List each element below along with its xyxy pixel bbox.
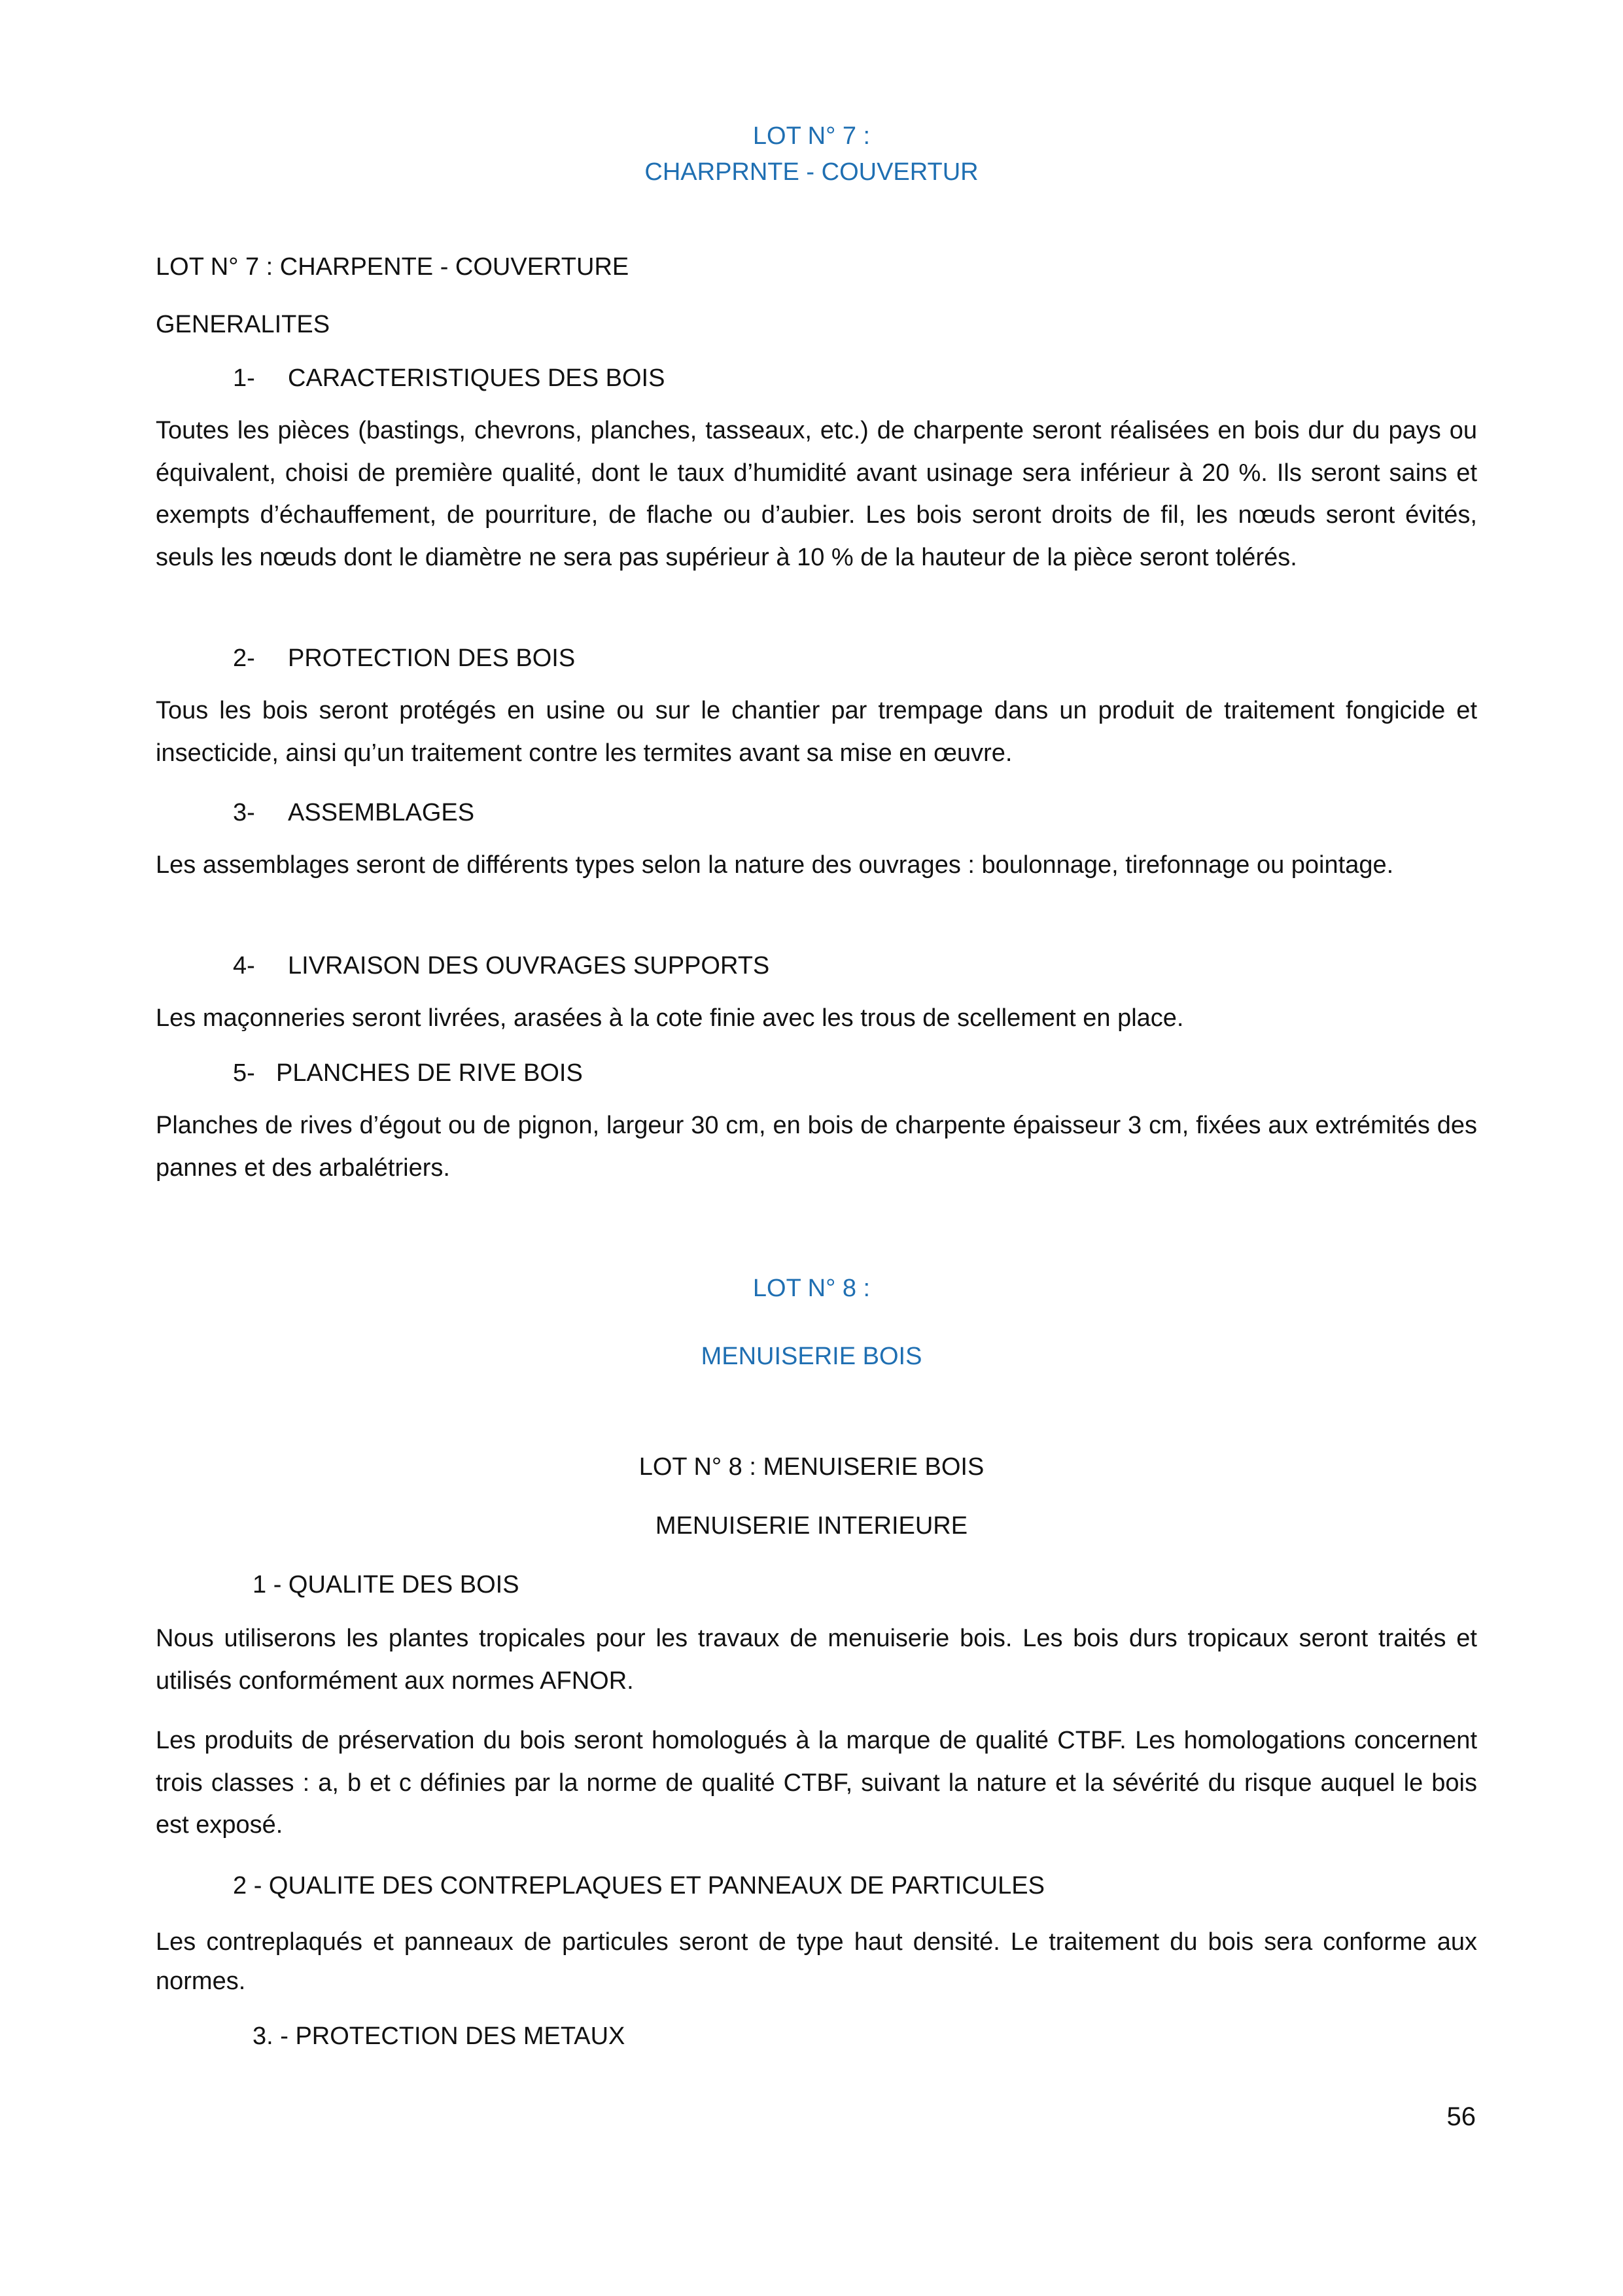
section-number: 3- bbox=[233, 799, 255, 826]
section-number: 2- bbox=[233, 645, 255, 672]
section-title: ASSEMBLAGES bbox=[288, 799, 475, 826]
lot8-subheading: MENUISERIE INTERIEURE bbox=[655, 1512, 968, 1540]
lot7-section-3-heading bbox=[233, 793, 474, 832]
lot7-section-1-heading bbox=[233, 359, 665, 398]
lot7-generalites: GENERALITES bbox=[156, 311, 330, 338]
lot7-section-3-text: Les assemblages seront de différents types selon la nature des ouvrages : boulonnage, tirefonnage ou pointage. bbox=[156, 851, 1394, 879]
lot7-section-1-text: Toutes les pièces (bastings, chevrons, planches, tasseaux, etc.) de charpente seront réalisées en bois dur du pays ou équivalent, choisi de première qualité, dont le taux d’humidité avant usinage sera inférieur à 20 %. Ils seront sains et exempts d’échauffement, de pourriture, de flache ou d’aubier. Les bois seront droits de fil, les nœuds seront évités, seuls les nœuds dont le diamètre ne sera pas supérieur à 10 % de la hauteur de la pièce seront tolérés. bbox=[156, 417, 1477, 571]
lot7-section-4-text: Les maçonneries seront livrées, arasées à la cote finie avec les trous de scellement en place. bbox=[156, 1004, 1184, 1032]
section-title: CARACTERISTIQUES DES BOIS bbox=[288, 364, 665, 392]
section-title: LIVRAISON DES OUVRAGES SUPPORTS bbox=[288, 952, 770, 980]
lot8-section-1-paragraph-1: Nous utiliserons les plantes tropicales pour les travaux de menuiserie bois. Les bois durs tropicaux seront traités et utilisés conformément aux normes AFNOR. bbox=[156, 1625, 1477, 1695]
lot8-section-3-heading: 3. - PROTECTION DES METAUX bbox=[253, 2022, 625, 2050]
lot8-section-1-heading: 1 - QUALITE DES BOIS bbox=[253, 1571, 519, 1598]
lot7-section-2-heading bbox=[233, 639, 575, 678]
lot8-heading: LOT N° 8 : MENUISERIE BOIS bbox=[638, 1453, 985, 1481]
lot7-section-5-heading bbox=[233, 1053, 583, 1093]
lot8-title-line1: LOT N° 8 : bbox=[752, 1275, 871, 1302]
section-number: 1- bbox=[233, 364, 255, 392]
lot7-title-line1: LOT N° 7 : bbox=[752, 122, 871, 150]
lot7-section-4-heading bbox=[233, 946, 769, 985]
section-number: 4- bbox=[233, 952, 255, 980]
lot7-section-5-text: Planches de rives d’égout ou de pignon, largeur 30 cm, en bois de charpente épaisseur 3 cm, fixées aux extrémités des pannes et des arbalétriers. bbox=[156, 1112, 1477, 1182]
section-title: PLANCHES DE RIVE BOIS bbox=[276, 1059, 583, 1087]
section-title: PROTECTION DES BOIS bbox=[288, 645, 576, 672]
lot7-section-2-text: Tous les bois seront protégés en usine ou sur le chantier par trempage dans un produit de traitement fongicide et insecticide, ainsi qu’un traitement contre les termites avant sa mise en œuvre. bbox=[156, 697, 1477, 767]
lot8-section-1-paragraph-2: Les produits de préservation du bois seront homologués à la marque de qualité CTBF. Les homologations concernent trois classes : a, b et c définies par la norme de qualité CTBF, suivant la nature et la sévérité du risque auquel le bois est exposé. bbox=[156, 1727, 1477, 1839]
lot8-section-2-paragraph-1: Les contreplaqués et panneaux de particules seront de type haut densité. Le traitement du bois sera conforme aux normes. bbox=[156, 1928, 1477, 1995]
lot8-title-line2: MENUISERIE BOIS bbox=[701, 1343, 922, 1370]
lot7-title-line2: CHARPRNTE - COUVERTUR bbox=[644, 158, 979, 186]
section-number: 5- bbox=[233, 1059, 255, 1087]
page-number: 56 bbox=[1446, 2102, 1476, 2131]
lot8-section-2-heading: 2 - QUALITE DES CONTREPLAQUES ET PANNEAUX DE PARTICULES bbox=[233, 1872, 1045, 1899]
lot7-heading: LOT N° 7 : CHARPENTE - COUVERTURE bbox=[156, 253, 629, 281]
